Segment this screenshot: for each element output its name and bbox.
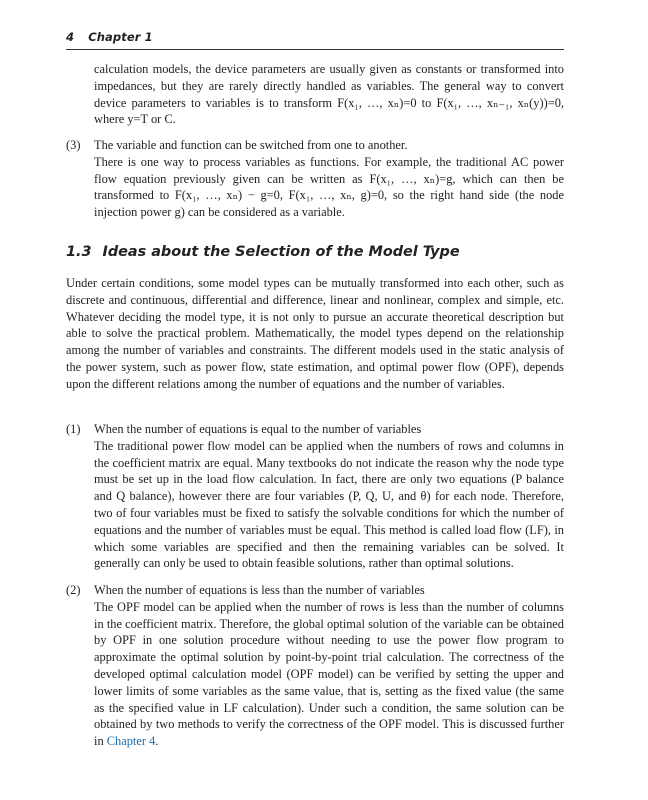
list-marker: (1)	[66, 422, 81, 436]
list-item-body	[94, 582, 564, 750]
list-item-lead: The variable and function can be switched from one to another.	[94, 138, 408, 152]
section-number: 1.3	[66, 244, 92, 260]
list-item-tail: .	[155, 734, 159, 749]
header-rule	[66, 49, 564, 50]
list-item	[66, 421, 564, 572]
section-paragraph: Under certain conditions, some model types can be mutually transformed into each other, such as discrete and continuous, differential and difference, linear and nonlinear, complex and simple, etc. Whatever deciding the model type, it is not only to pursue an accurate theoretical description but able to solve the practical problem. Mathematically, the model types depend on the relationship among the number of variables and constraints. The different models used in the static analysis of the power system, such as power flow, state estimation, and optimal power flow (OPF), depends upon the different relations among the number of equations and the number of variables.	[66, 276, 564, 391]
section-title: Ideas about the Selection of the Model Type	[102, 244, 460, 260]
list-item-lead: When the number of equations is less than the number of variables	[94, 583, 425, 597]
list-item-lead: When the number of equations is equal to the number of variables	[94, 422, 422, 436]
continuation-paragraph: calculation models, the device parameters are usually given as constants or transformed into impedances, but they are rarely directly handled as variables. The general way to convert device parameters to variables is to transform F(x₁, …, xₙ)=0 to F(x₁, …, xₙ₋₁, xₙ(y))=0, where y=T or C.	[94, 62, 564, 127]
list-item-body	[94, 137, 564, 221]
chapter-label: Chapter 1	[88, 30, 153, 44]
list-marker: (2)	[66, 583, 81, 597]
list-item-text: The OPF model can be applied when the number of rows is less than the number of columns in the coefficient matrix. Therefore, the global optimal solution of the variable can be obtained by OPF in one solution procedure without needing to use the power flow program to approximate the optimal solution by point-by-point trial calculation. The correctness of the developed optimal calculation model (OPF model) can be verified by setting the upper and lower limits of some variables as the same value, that is, setting as the fixed value (the same as the specified value in LF calculation). Under such a condition, the same solution can be obtained by two methods to verify the correctness of the OPF model. This is discussed further in	[94, 599, 564, 749]
list-item-text: The traditional power flow model can be applied when the numbers of rows and columns in the coefficient matrix are equal. Many textbooks do not indicate the reason why the node type must be set up in the load flow calculation. In fact, there are only two equations (P balance and Q balance), however there are four variables (P, Q, U, and θ) for each node. Therefore, two of four variables must be fixed to satisfy the solvable conditions for which the number of equations and the number of variables must be equal. This method is called load flow (LF), in which some variables are specified and then the remaining variables can be solved. It generally can only be used to obtain feasible solutions, rather than optimal solutions.	[94, 438, 564, 571]
list-item	[66, 582, 564, 750]
list-marker: (3)	[66, 138, 81, 152]
list-item	[66, 137, 564, 221]
page-number: 4	[66, 30, 75, 44]
list-item-text: There is one way to process variables as functions. For example, the traditional AC power flow equation previously given can be written as F(x₁, …, xₙ)=g, which can then be transformed to F(x₁, …, xₙ) − g=0, F(x₁, …, xₙ, g)=0, so the right hand side (the node injection power g) can be considered as a variable.	[94, 154, 564, 220]
list-item-body	[94, 421, 564, 572]
chapter-4-link[interactable]: Chapter 4	[106, 734, 156, 749]
running-head	[66, 30, 153, 44]
section-heading	[66, 244, 460, 260]
